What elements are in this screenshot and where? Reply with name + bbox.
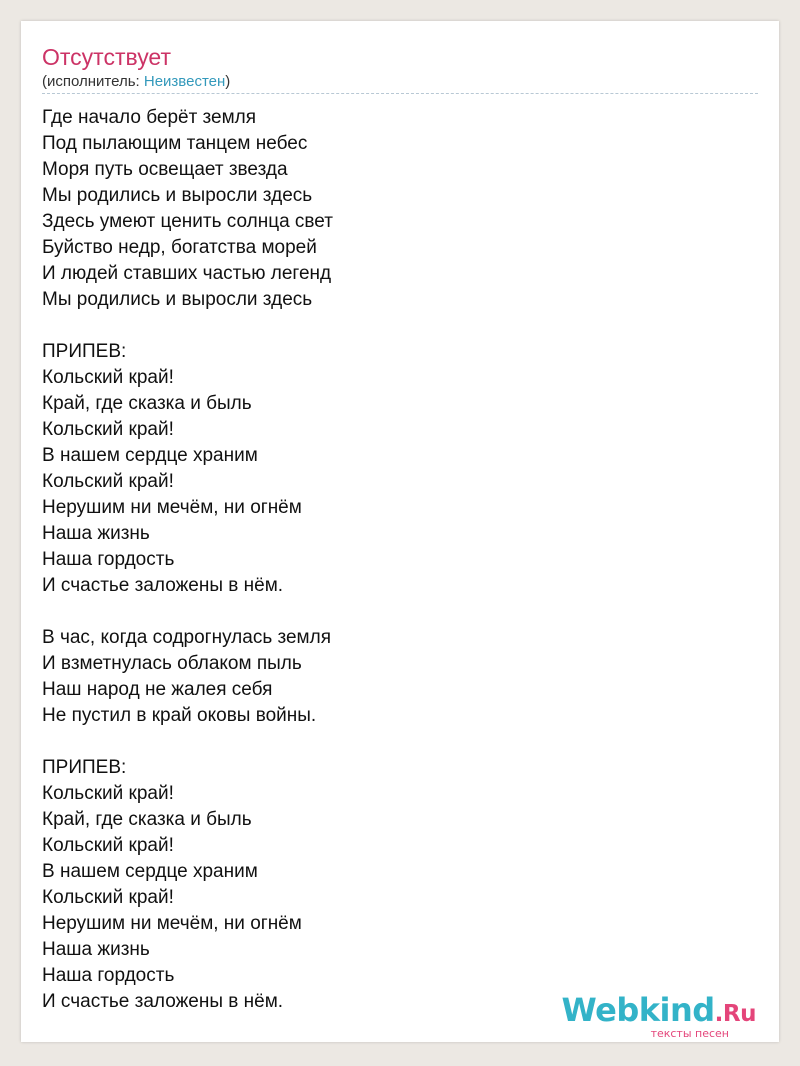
logo-tagline: тексты песен xyxy=(650,1027,729,1040)
lyric-line: Кольский край! xyxy=(42,367,174,388)
lyric-line: И счастье заложены в нём. xyxy=(42,991,284,1012)
lyric-line: Кольский край! xyxy=(42,887,174,908)
lyric-line: Моря путь освещает звезда xyxy=(42,159,288,180)
artist-line xyxy=(42,73,230,91)
lyric-line: В час, когда содрогнулась земля xyxy=(42,627,331,648)
song-title: Отсутствует xyxy=(42,44,171,70)
lyric-line: Кольский край! xyxy=(42,471,174,492)
lyric-line: В нашем сердце храним xyxy=(42,861,258,882)
artist-prefix: (исполнитель: xyxy=(42,73,144,90)
lyric-line: Кольский край! xyxy=(42,835,174,856)
lyric-line: Наша гордость xyxy=(42,965,175,986)
lyric-line: Кольский край! xyxy=(42,419,174,440)
stanza-break xyxy=(42,729,742,755)
lyric-line: Наша жизнь xyxy=(42,939,150,960)
artist-link[interactable]: Неизвестен xyxy=(143,73,226,90)
lyric-line: И людей ставших частью легенд xyxy=(42,263,332,284)
stanza-break xyxy=(42,313,742,339)
lyric-line: Мы родились и выросли здесь xyxy=(42,185,313,206)
lyric-line: Край, где сказка и быль xyxy=(42,393,252,414)
lyric-line: Под пылающим танцем небес xyxy=(42,133,308,154)
lyric-line: Нерушим ни мечём, ни огнём xyxy=(42,913,302,934)
site-logo[interactable] xyxy=(561,991,756,1040)
lyric-line: Наша гордость xyxy=(42,549,175,570)
lyric-line: Кольский край! xyxy=(42,783,174,804)
lyric-line: Наш народ не жалея себя xyxy=(42,679,273,700)
lyric-line: ПРИПЕВ: xyxy=(42,757,127,778)
lyric-line: И взметнулась облаком пыль xyxy=(42,653,302,674)
stanza-break xyxy=(42,599,742,625)
lyric-line: Не пустил в край оковы войны. xyxy=(42,705,317,726)
lyric-line: Нерушим ни мечём, ни огнём xyxy=(42,497,302,518)
artist-suffix: ) xyxy=(225,73,231,90)
lyric-line: ПРИПЕВ: xyxy=(42,341,127,362)
logo-wordmark xyxy=(561,991,756,1030)
header-divider xyxy=(42,93,758,94)
lyrics-card xyxy=(21,21,779,1042)
logo-tld: .Ru xyxy=(714,1001,756,1027)
lyrics-text xyxy=(42,105,742,1015)
lyric-line: И счастье заложены в нём. xyxy=(42,575,284,596)
lyric-line: В нашем сердце храним xyxy=(42,445,258,466)
lyric-line: Где начало берёт земля xyxy=(42,107,257,128)
lyric-line: Здесь умеют ценить солнца свет xyxy=(42,211,333,232)
lyric-line: Наша жизнь xyxy=(42,523,150,544)
lyric-line: Буйство недр, богатства морей xyxy=(42,237,317,258)
logo-name: Webkind xyxy=(561,991,715,1029)
lyric-line: Край, где сказка и быль xyxy=(42,809,252,830)
lyric-line: Мы родились и выросли здесь xyxy=(42,289,313,310)
